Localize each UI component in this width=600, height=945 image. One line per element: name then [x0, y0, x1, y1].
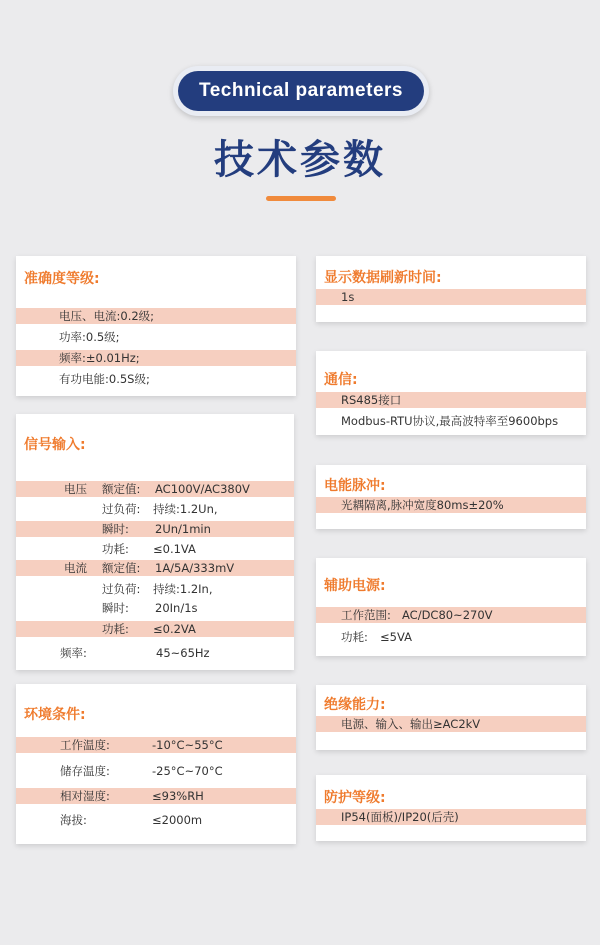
param-value: ≤93%RH [152, 789, 204, 803]
param-text: 频率:±0.01Hz; [59, 351, 140, 365]
header-badge [173, 66, 429, 116]
card-title: 通信: [324, 372, 358, 388]
param-value: ≤0.2VA [153, 622, 196, 636]
param-row [316, 497, 586, 513]
param-value: 持续:1.2In, [153, 582, 213, 596]
page-title: 技术参数 [214, 137, 386, 183]
card-communication [316, 351, 586, 435]
param-value: ≤2000m [152, 813, 203, 827]
param-value: IP54(面板)/IP20(后壳) [341, 810, 459, 824]
param-key: 储存温度: [60, 764, 110, 778]
card-insulation [316, 685, 586, 750]
param-row [16, 371, 296, 387]
param-value: 45~65Hz [156, 646, 210, 660]
param-text: 电压、电流:0.2级; [59, 309, 155, 323]
param-row [16, 621, 294, 637]
param-row [16, 812, 296, 828]
param-row [16, 737, 296, 753]
param-row [316, 629, 586, 645]
param-value: 光耦隔离,脉冲宽度80ms±20% [341, 498, 504, 512]
param-key: 功耗: [102, 542, 129, 556]
param-row [16, 481, 294, 497]
param-row [16, 560, 294, 576]
param-value: ≤0.1VA [153, 542, 196, 556]
param-row [16, 521, 294, 537]
param-key: 瞬时: [102, 522, 129, 536]
param-text: 有功电能:0.5S级; [59, 372, 150, 386]
card-title: 显示数据刷新时间: [324, 270, 442, 286]
card-auxiliary-power [316, 558, 586, 656]
param-value: 1s [341, 290, 355, 304]
param-value: ≤5VA [380, 630, 412, 644]
param-text: Modbus-RTU协议,最高波特率至9600bps [341, 414, 559, 428]
param-row [316, 607, 586, 623]
card-title: 防护等级: [324, 790, 386, 806]
param-key: 额定值: [102, 482, 141, 496]
frequency-label: 频率: [60, 646, 87, 660]
card-environment [16, 684, 296, 844]
param-row [316, 809, 586, 825]
param-value: 20In/1s [155, 601, 198, 615]
param-value: 1A/5A/333mV [155, 561, 235, 575]
param-row [316, 289, 586, 305]
param-text: RS485接口 [341, 393, 402, 407]
card-protection [316, 775, 586, 841]
param-key: 功耗: [102, 622, 129, 636]
card-refresh-time [316, 256, 586, 322]
current-label: 电流 [64, 561, 87, 575]
card-energy-pulse [316, 465, 586, 529]
param-row [16, 763, 296, 779]
param-row [16, 308, 296, 324]
param-value: -25°C~70°C [152, 764, 223, 778]
title-underline [266, 196, 336, 201]
card-title: 辅助电源: [324, 578, 386, 594]
param-row [16, 788, 296, 804]
card-signal-input [16, 414, 294, 670]
param-value: 电源、输入、输出≥AC2kV [341, 717, 481, 731]
param-text: 功率:0.5级; [59, 330, 120, 344]
card-title: 绝缘能力: [324, 697, 386, 713]
card-title: 电能脉冲: [324, 478, 386, 494]
param-key: 瞬时: [102, 601, 129, 615]
card-title: 准确度等级: [24, 271, 100, 287]
param-value: -10°C~55°C [152, 738, 223, 752]
param-row [16, 350, 296, 366]
param-key: 工作温度: [60, 738, 110, 752]
param-row [16, 501, 294, 517]
param-key: 海拔: [60, 813, 87, 827]
param-key: 功耗: [341, 630, 368, 644]
card-accuracy [16, 256, 296, 396]
param-row [316, 392, 586, 408]
param-row [16, 581, 294, 597]
voltage-label: 电压 [64, 482, 87, 496]
param-row [316, 716, 586, 732]
param-value: 持续:1.2Un, [153, 502, 218, 516]
param-value: AC/DC80~270V [402, 608, 493, 622]
param-value: 2Un/1min [155, 522, 211, 536]
param-row [16, 645, 294, 661]
param-row [316, 413, 586, 429]
param-row [16, 329, 296, 345]
param-key: 过负荷: [102, 502, 141, 516]
param-key: 相对湿度: [60, 789, 110, 803]
param-row [16, 600, 294, 616]
param-key: 过负荷: [102, 582, 141, 596]
param-key: 额定值: [102, 561, 141, 575]
card-title: 环境条件: [24, 707, 86, 723]
header-badge-text: Technical parameters [178, 71, 424, 111]
param-value: AC100V/AC380V [155, 482, 250, 496]
card-title: 信号输入: [24, 437, 86, 453]
param-key: 工作范围: [341, 608, 391, 622]
param-row [16, 541, 294, 557]
